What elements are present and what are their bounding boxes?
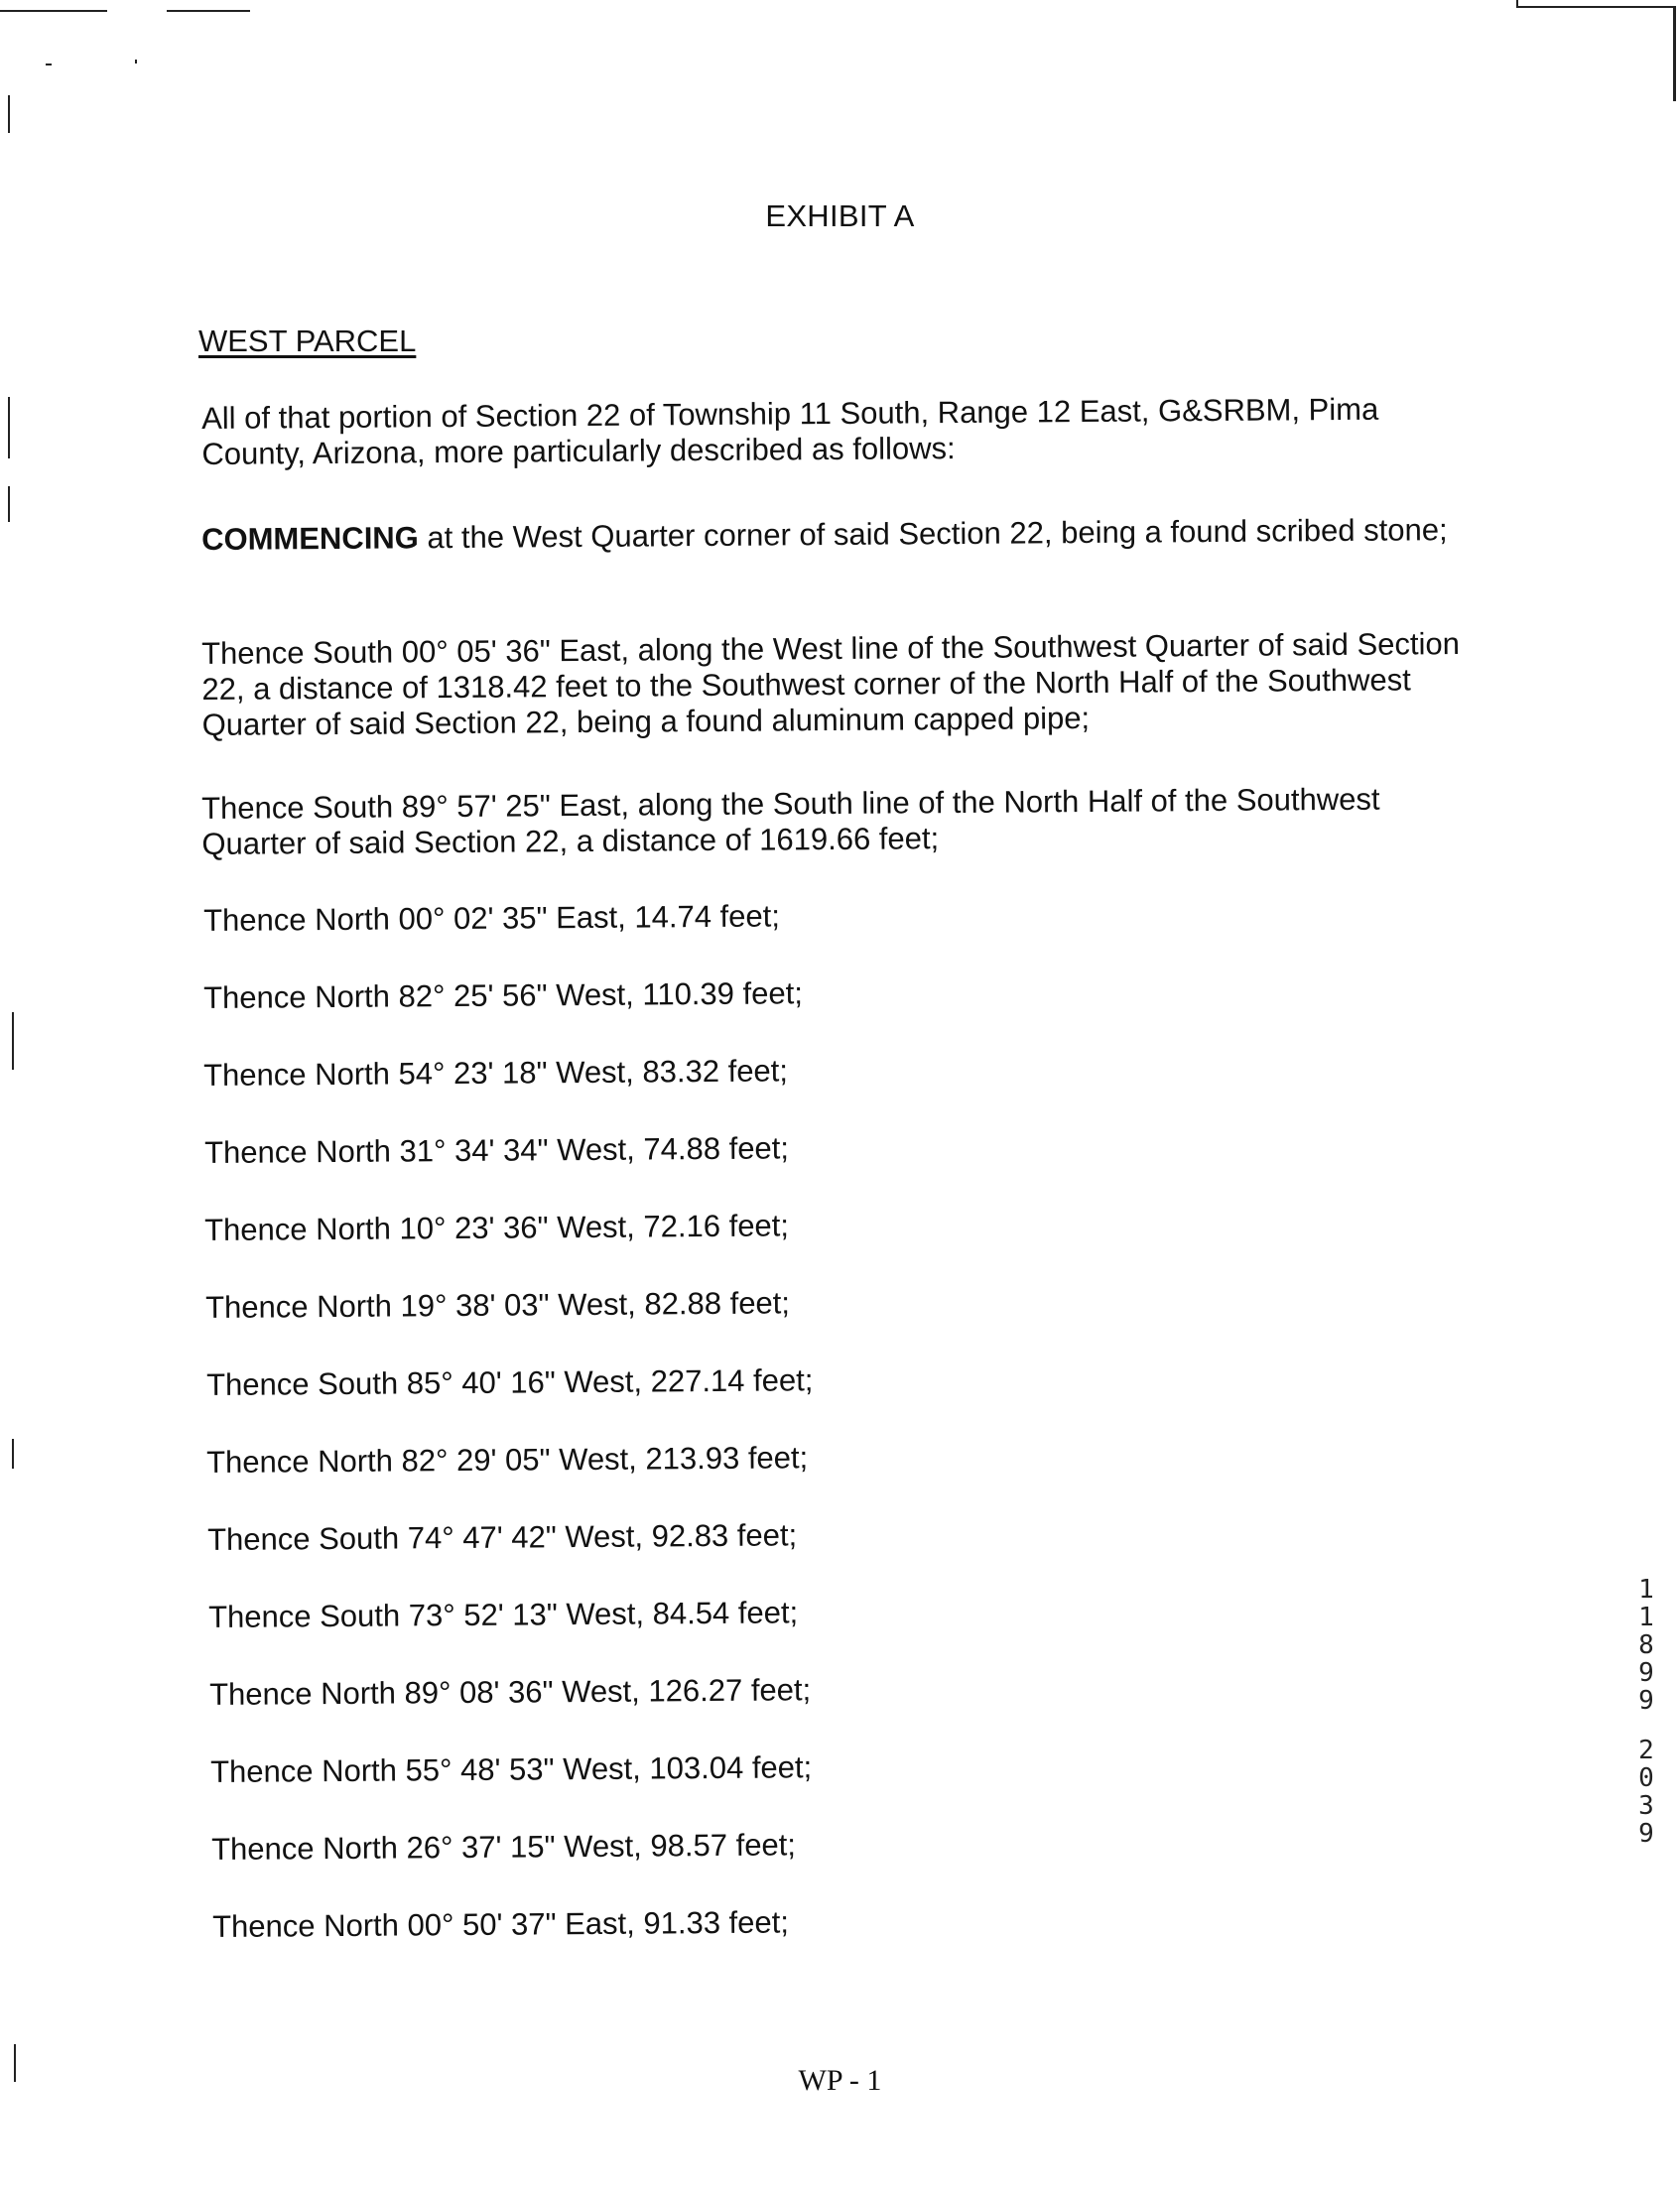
- parcel-heading: WEST PARCEL: [198, 323, 417, 358]
- stamp-digit: 0: [1638, 1763, 1654, 1793]
- commencing-keyword: COMMENCING: [201, 520, 419, 557]
- scan-artifact: [167, 10, 250, 12]
- recording-stamp: [1631, 1576, 1661, 1848]
- call-line: Thence North 00° 02' 35" East, 14.74 feet;: [203, 898, 781, 938]
- scan-artifact: [135, 60, 137, 64]
- commencing-paragraph: [201, 512, 1482, 558]
- course-paragraph-1: Thence South 00° 05' 36" East, along the West line of the Southwest Quarter of said Section 22, a distance of 1318.42 feet to the Southwest corner of the North Half of the Southwest Quarter of said Section 22, being a found aluminum capped pipe;: [201, 626, 1461, 742]
- call-line: Thence North 10° 23' 36" West, 72.16 feet;: [204, 1208, 790, 1247]
- intro-paragraph: All of that portion of Section 22 of Township 11 South, Range 12 East, G&SRBM, Pima County, Arizona, more particularly described as follows:: [201, 391, 1379, 471]
- call-line: Thence North 19° 38' 03" West, 82.88 feet;: [205, 1285, 791, 1325]
- scan-artifact: [8, 486, 10, 522]
- call-line: Thence North 31° 34' 34" West, 74.88 feet;: [204, 1130, 790, 1170]
- call-line: Thence North 00° 50' 37" East, 91.33 feet;: [212, 1904, 790, 1944]
- scan-artifact: [12, 1012, 14, 1070]
- stamp-digit: 1: [1638, 1603, 1654, 1632]
- commencing-text: at the West Quarter corner of said Section 22, being a found scribed stone;: [418, 512, 1448, 556]
- exhibit-title: EXHIBIT A: [765, 198, 915, 233]
- call-line: Thence South 85° 40' 16" West, 227.14 feet;: [206, 1362, 814, 1402]
- call-line: Thence South 73° 52' 13" West, 84.54 feet;: [208, 1595, 799, 1634]
- scan-artifact: [1516, 6, 1675, 8]
- call-line: Thence North 55° 48' 53" West, 103.04 feet;: [210, 1749, 813, 1789]
- call-line: Thence North 82° 29' 05" West, 213.93 feet;: [206, 1440, 809, 1480]
- scan-artifact: [8, 95, 10, 133]
- call-line: Thence North 54° 23' 18" West, 83.32 feet;: [203, 1053, 789, 1093]
- scan-artifact: [12, 1439, 14, 1469]
- page-number: WP - 1: [798, 2064, 882, 2097]
- stamp-digit: 9: [1638, 1819, 1654, 1849]
- stamp-digit: 2: [1638, 1736, 1654, 1765]
- scan-artifact: [1673, 6, 1676, 101]
- call-line: Thence North 89° 08' 36" West, 126.27 feet;: [209, 1672, 812, 1712]
- stamp-gap: [1631, 1715, 1661, 1737]
- course-paragraph-2: Thence South 89° 57' 25" East, along the South line of the North Half of the Southwest Quarter of said Section 22, a distance of 1619.66 feet;: [201, 781, 1380, 861]
- scan-artifact: [0, 10, 107, 12]
- stamp-digit: 3: [1638, 1791, 1654, 1821]
- stamp-digit: 9: [1638, 1686, 1654, 1716]
- scan-artifact: [46, 64, 52, 65]
- stamp-digit: 1: [1638, 1575, 1654, 1605]
- stamp-digit: 8: [1638, 1630, 1654, 1660]
- call-line: Thence South 74° 47' 42" West, 92.83 feet;: [207, 1517, 798, 1557]
- scan-artifact: [8, 397, 10, 458]
- call-line: Thence North 26° 37' 15" West, 98.57 feet;: [211, 1827, 797, 1867]
- call-line: Thence North 82° 25' 56" West, 110.39 feet;: [203, 975, 804, 1015]
- stamp-digit: 9: [1638, 1658, 1654, 1688]
